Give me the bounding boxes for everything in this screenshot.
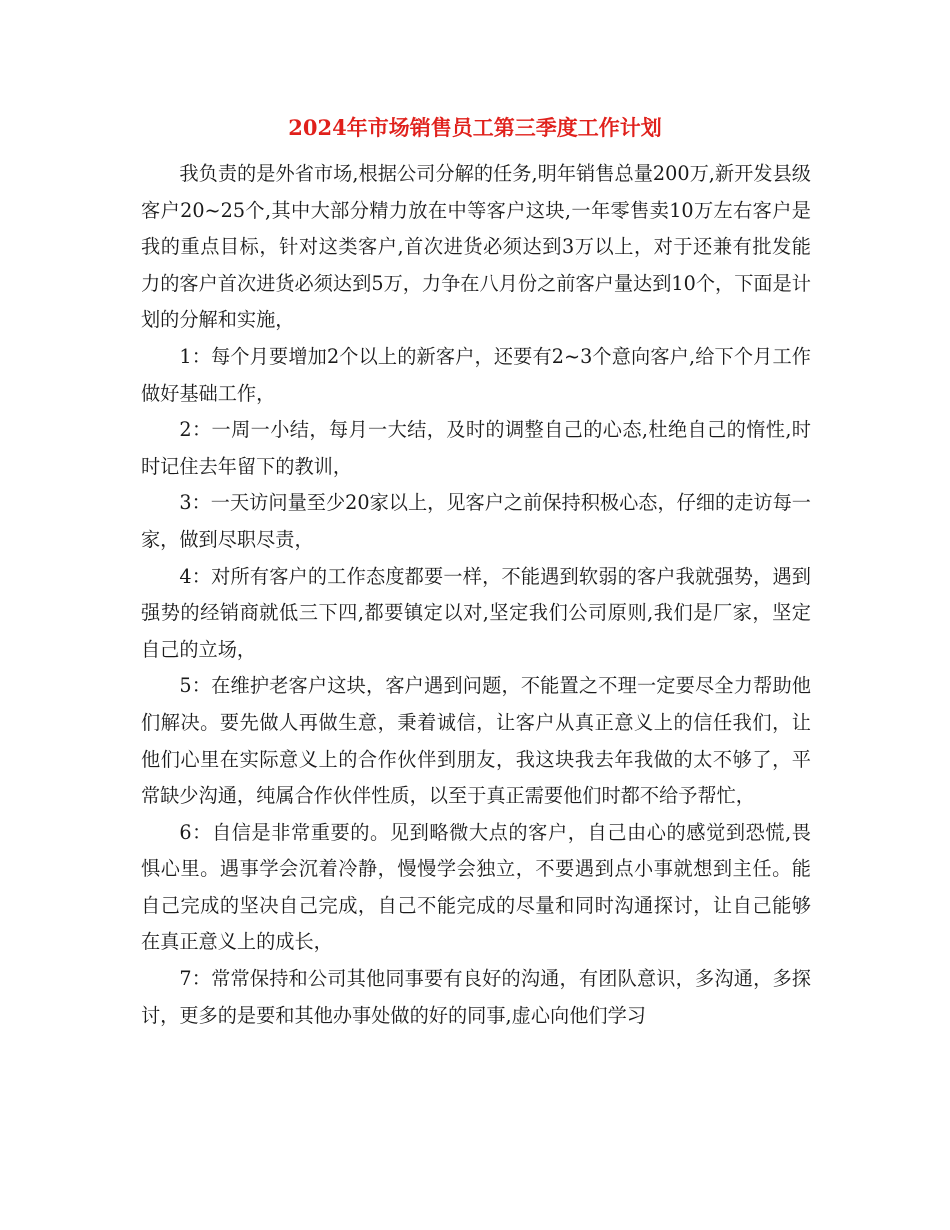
intro-paragraph: 我负责的是外省市场,根据公司分解的任务,明年销售总量200万,新开发县级客户20~25个,其中大部分精力放在中等客户这块,一年零售卖10万左右客户是我的重点目标，针对这类客户,首次进货必须达到3万以上，对于还兼有批发能力的客户首次进货必须达到5万，力争在八月份之前客户量达到10个，下面是计划的分解和实施， bbox=[141, 162, 811, 332]
plan-item-6: 6：自信是非常重要的。见到略微大点的客户，自己由心的感觉到恐慌,畏惧心里。遇事学会沉着冷静，慢慢学会独立，不要遇到点小事就想到主任。能自己完成的坚决自己完成，自己不能完成的尽量和同时沟通探讨，让自己能够在真正意义上的成长， bbox=[141, 820, 811, 954]
plan-item-1: 1：每个月要增加2个以上的新客户，还要有2~3个意向客户,给下个月工作做好基础工作， bbox=[141, 344, 811, 405]
plan-item-5: 5：在维护老客户这块，客户遇到问题，不能置之不理一定要尽全力帮助他们解决。要先做人再做生意，秉着诚信，让客户从真正意义上的信任我们，让他们心里在实际意义上的合作伙伴到朋友，我这块我去年我做的太不够了，平常缺少沟通，纯属合作伙伴性质，以至于真正需要他们时都不给予帮忙， bbox=[141, 674, 811, 808]
plan-item-4: 4：对所有客户的工作态度都要一样，不能遇到软弱的客户我就强势，遇到强势的经销商就低三下四,都要镇定以对,坚定我们公司原则,我们是厂家，坚定自己的立场， bbox=[141, 564, 811, 661]
plan-item-7: 7：常常保持和公司其他同事要有良好的沟通，有团队意识，多沟通，多探讨，更多的是要和其他办事处做的好的同事,虚心向他们学习 bbox=[141, 967, 811, 1027]
document-body bbox=[141, 156, 811, 1034]
plan-item-2: 2：一周一小结，每月一大结，及时的调整自己的心态,杜绝自己的惰性,时时记住去年留下的教训， bbox=[141, 418, 811, 478]
document-title: 2024年市场销售员工第三季度工作计划 bbox=[288, 115, 662, 140]
plan-item-3: 3：一天访问量至少20家以上，见客户之前保持积极心态，仔细的走访每一家，做到尽职尽责， bbox=[141, 491, 811, 551]
